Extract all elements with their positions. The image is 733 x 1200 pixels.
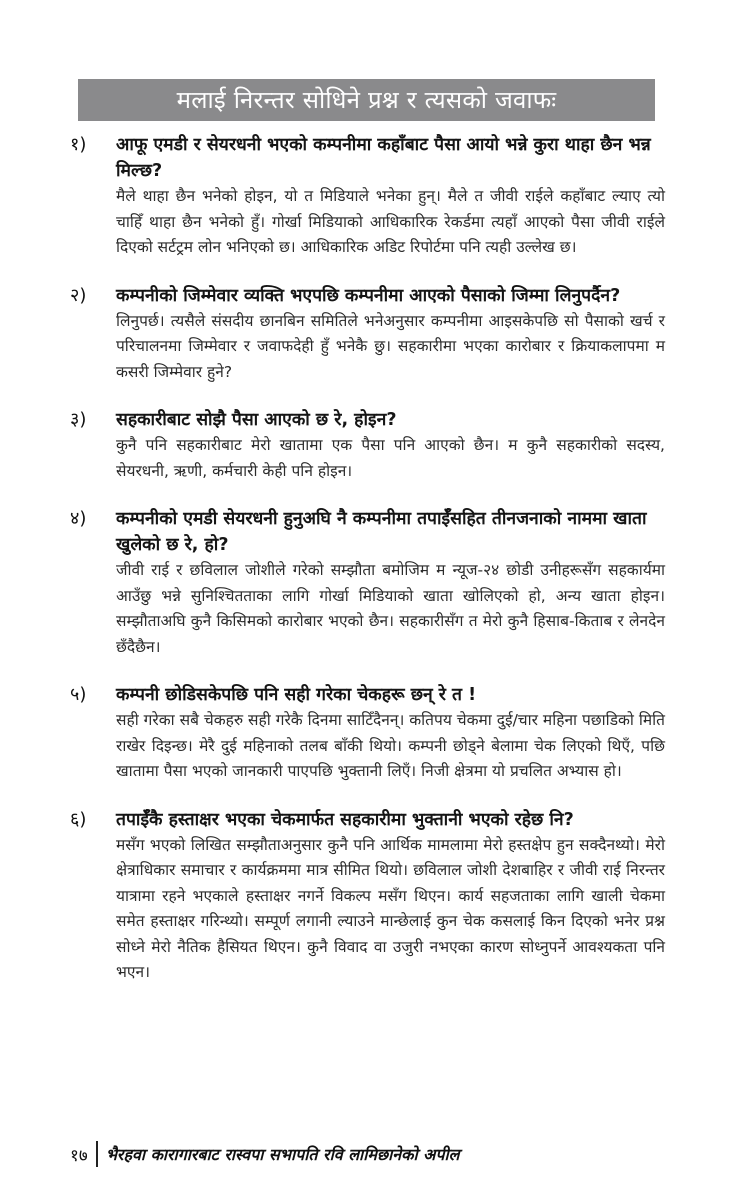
question-row: [70, 407, 665, 433]
question-number: ३): [70, 409, 87, 430]
question-text: कम्पनीको एमडी सेयरधनी हुनुअघि नै कम्पनीमा तपाईँसहित तीनजनाको नाममा खाता खुलेको छ रे, हो?: [116, 509, 647, 555]
question-number: १): [70, 134, 87, 155]
question-text: तपाईँकै हस्ताक्षर भएका चेकमार्फत सहकारीमा भुक्तानी भएको रहेछ नि?: [116, 809, 574, 830]
page-number: १७: [70, 1145, 88, 1166]
question-row: [70, 807, 665, 833]
answer-text: जीवी राई र छविलाल जोशीले गरेको सम्झौता बमोजिम म न्यूज-२४ छोडी उनीहरूसँग सहकार्यमा आउँछु भन्ने सुनिश्चितताका लागि गोर्खा मिडियाको खाता खोलिएको हो, अन्य खाता होइन। सम्झौताअघि कुनै किसिमको कारोबार भएको छैन। सहकारीसँग त मेरो कुनै हिसाब-किताब र लेनदेन छँदैछैन।: [116, 561, 665, 656]
question-text: कम्पनीको जिम्मेवार व्यक्ति भएपछि कम्पनीमा आएको पैसाको जिम्मा लिनुपर्दैन?: [116, 285, 621, 306]
answer-text: कुनै पनि सहकारीबाट मेरो खातामा एक पैसा पनि आएको छैन। म कुनै सहकारीको सदस्य, सेयरधनी, ऋणी, कर्मचारी केही पनि होइन।: [116, 436, 665, 480]
answer-text: मसँग भएको लिखित सम्झौताअनुसार कुनै पनि आर्थिक मामलामा मेरो हस्तक्षेप हुन सक्दैनथ्यो। मेरो क्षेत्राधिकार समाचार र कार्यक्रममा मात्र सीमित थियो। छविलाल जोशी देशबाहिर र जीवी राई निरन्तर यात्रामा रहने भएकाले हस्ताक्षर नगर्ने विकल्प मसँग थिएन। कार्य सहजताका लागि खाली चेकमा समेत हस्ताक्षर गरिन्थ्यो। सम्पूर्ण लगानी ल्याउने मान्छेलाई कुन चेक कसलाई किन दिएको भनेर प्रश्न सोध्ने मेरो नैतिक हैसियत थिएन। कुनै विवाद वा उजुरी नभएका कारण सोध्नुपर्ने आवश्यकता पनि भएन।: [116, 835, 665, 981]
running-title: भैरहवा कारागारबाट रास्वपा सभापति रवि लामिछानेको अपील: [105, 1145, 460, 1164]
question-number: २): [70, 284, 87, 306]
question-number: ५): [70, 684, 87, 705]
question-number: ४): [70, 508, 87, 529]
section-heading-text: मलाई निरन्तर सोधिने प्रश्न र त्यसको जवाफः: [176, 86, 557, 114]
qa-item-6: [70, 807, 665, 986]
qa-item-1: [70, 132, 665, 261]
question-text: सहकारीबाट सोझै पैसा आएको छ रे, होइन?: [116, 410, 397, 430]
answer-text: सही गरेका सबै चेकहरु सही गरेकै दिनमा साटिँदैनन्। कतिपय चेकमा दुई/चार महिना पछाडिको मिति राखेर दिइन्छ। मेरै दुई महिनाको तलब बाँकी थियो। कम्पनी छोड्ने बेलामा चेक लिएको थिएँ, पछि खातामा पैसा भएको जानकारी पाएपछि भुक्तानी लिएँ। निजी क्षेत्रमा यो प्रचलित अभ्यास हो।: [116, 711, 665, 780]
question-row: [70, 283, 665, 309]
question-row: [70, 132, 665, 184]
answer-text: मैले थाहा छैन भनेको होइन, यो त मिडियाले भनेका हुन्। मैले त जीवी राईले कहाँबाट ल्याए त्यो चाहिँ थाहा छैन भनेको हुँ। गोर्खा मिडियाको आधिकारिक रेकर्डमा त्यहाँ आएको पैसा जीवी राईले दिएको सर्टट्रम लोन भनिएको छ। आधिकारिक अडिट रिपोर्टमा पनि त्यही उल्लेख छ।: [116, 187, 665, 256]
question-text: कम्पनी छोडिसकेपछि पनि सही गरेका चेकहरू छन् रे त !: [116, 685, 477, 705]
qa-list: [70, 132, 665, 1008]
question-number: ६): [70, 808, 87, 830]
footer-divider: [96, 1141, 98, 1167]
question-row: [70, 682, 665, 708]
question-row: [70, 506, 665, 558]
qa-item-2: [70, 283, 665, 386]
answer-text: लिनुपर्छ। त्यसैले संसदीय छानबिन समितिले भनेअनुसार कम्पनीमा आइसकेपछि सो पैसाको खर्च र परिचालनमा जिम्मेवार र जवाफदेही हुँ भनेकै छु। सहकारीमा भएका कारोबार र क्रियाकलापमा म कसरी जिम्मेवार हुने?: [116, 311, 665, 381]
question-text: आफू एमडी र सेयरधनी भएको कम्पनीमा कहाँबाट पैसा आयो भन्ने कुरा थाहा छैन भन्न मिल्छ?: [116, 135, 651, 181]
page-footer: [70, 1139, 665, 1169]
qa-item-3: [70, 407, 665, 484]
qa-item-5: [70, 682, 665, 785]
section-heading: [78, 79, 655, 121]
qa-item-4: [70, 506, 665, 660]
